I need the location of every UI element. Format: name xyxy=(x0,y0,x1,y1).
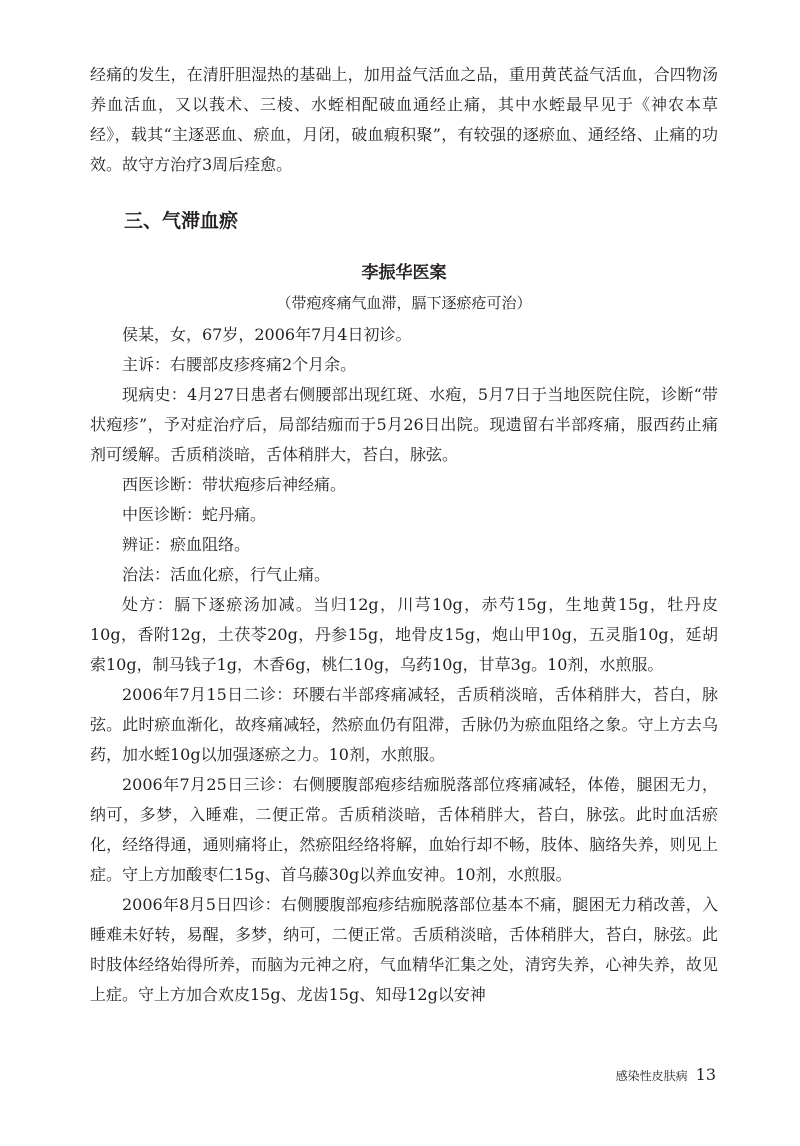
page-number: 13 xyxy=(695,1065,716,1084)
case-paragraph-complaint: 主诉：右腰部皮疹疼痛2个月余。 xyxy=(122,355,357,374)
case-paragraph-western-diagnosis: 西医诊断：带状疱疹后神经痛。 xyxy=(122,475,347,494)
case-paragraph-prescription: 处方：膈下逐瘀汤加减。当归12g，川芎10g，赤芍15g，生地黄15g，牡丹皮10g，香附12g，土茯苓20g，丹参15g，地骨皮15g，炮山甲10g，五灵脂10g，延胡索10g，制马钱子1g，木香6g，桃仁10g，乌药10g，甘草3g。10剂，水煎服。 xyxy=(90,595,718,674)
section-title: 三、气滞血瘀 xyxy=(124,210,239,232)
case-paragraph-third-visit: 2006年7月25日三诊：右侧腰腹部疱疹结痂脱落部位疼痛减轻，体倦，腿困无力，纳可，多梦，入睡难，二便正常。舌质稍淡暗，舌体稍胖大，苔白，脉弦。此时血活瘀化，经络得通，通则痛将止，然瘀阻经络将解，血始行却不畅，肢体、脑络失养，则见上症。守上方加酸枣仁15g、首乌藤30g以养血安神。10剂，水煎服。 xyxy=(90,775,718,884)
case-paragraph-tcm-diagnosis: 中医诊断：蛇丹痛。 xyxy=(122,505,267,524)
case-paragraph-treatment: 治法：活血化瘀，行气止痛。 xyxy=(122,565,331,584)
case-paragraph-history: 现病史：4月27日患者右侧腰部出现红斑、水疱，5月7日于当地医院住院，诊断“带状疱疹”，予对症治疗后，局部结痂而于5月26日出院。现遗留右半部疼痛，服西药止痛剂可缓解。舌质稍淡暗，舌体稍胖大，苔白，脉弦。 xyxy=(90,385,718,464)
page-body xyxy=(90,60,718,1010)
intro-paragraph: 经痛的发生，在清肝胆湿热的基础上，加用益气活血之品，重用黄芪益气活血，合四物汤养血活血，又以莪术、三棱、水蛭相配破血通经止痛，其中水蛭最早见于《神农本草经》，载其“主逐恶血、瘀血，月闭，破血瘕积聚”，有较强的逐瘀血、通经络、止痛的功效。故守方治疗3周后痊愈。 xyxy=(90,65,718,174)
page-footer xyxy=(616,1060,716,1091)
case-paragraph-patient: 侯某，女，67岁，2006年7月4日初诊。 xyxy=(122,325,412,344)
case-subtitle: （带疱疼痛气血滞，膈下逐瘀疮可治） xyxy=(276,294,532,312)
footer-chapter: 感染性皮肤病 xyxy=(615,1069,688,1083)
case-paragraph-fourth-visit: 2006年8月5日四诊：右侧腰腹部疱疹结痂脱落部位基本不痛，腿困无力稍改善，入睡难未好转，易醒，多梦，纳可，二便正常。舌质稍淡暗，舌体稍胖大，苔白，脉弦。此时肢体经络始得所养，而脑为元神之府，气血精华汇集之处，清窍失养，心神失养，故见上症。守上方加合欢皮15g、龙齿15g、知母12g以安神 xyxy=(90,895,718,1004)
case-paragraph-syndrome: 辨证：瘀血阻络。 xyxy=(122,535,251,554)
case-paragraph-second-visit: 2006年7月15日二诊：环腰右半部疼痛减轻，舌质稍淡暗，舌体稍胖大，苔白，脉弦。此时瘀血渐化，故疼痛减轻，然瘀血仍有阻滞，舌脉仍为瘀血阻络之象。守上方去乌药，加水蛭10g以加强逐瘀之力。10剂，水煎服。 xyxy=(90,685,718,764)
case-title: 李振华医案 xyxy=(361,263,447,283)
